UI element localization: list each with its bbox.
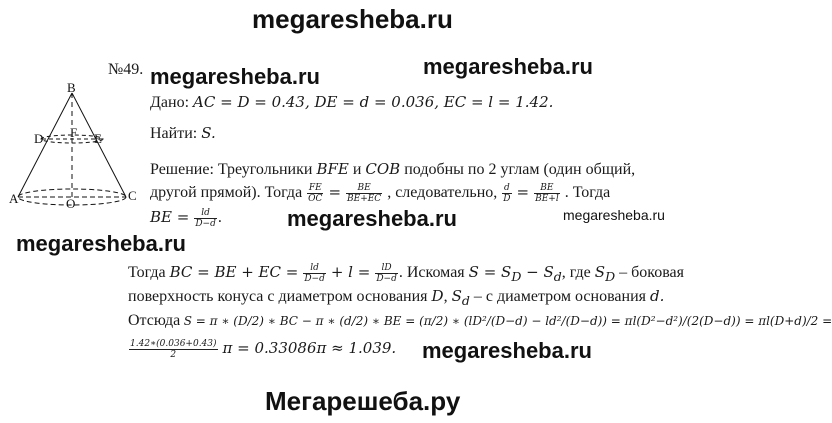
- fraction-fe-oc: $\frac{FE}{OC}$: [308, 182, 323, 204]
- find-label: Найти:: [150, 125, 198, 142]
- similarity-text: подобны по 2 углам (один общий,: [404, 161, 636, 178]
- solution-line-6: [128, 311, 832, 332]
- calc-result: π = 0.33086π ≈ 1.039.: [222, 339, 397, 357]
- where-text: , где: [561, 264, 591, 281]
- watermark-center-mid: megaresheba.ru: [287, 206, 457, 231]
- triangle-cob: COB: [365, 160, 401, 178]
- label-D: D: [34, 131, 44, 146]
- label-B: B: [67, 80, 76, 95]
- be-equation: BE =: [150, 208, 190, 226]
- fraction-d-D: $\frac{d}{D}$: [503, 182, 511, 204]
- final-formula: S = π ∗ (D/2) ∗ BC − π ∗ (d/2) ∗ BE = (π/2) ∗ (lD²/(D−d) − ld²/(D−d)) = πl(D²−d²)/(2(D−d)) = πl(D+d)/2 =: [183, 314, 832, 328]
- fraction-be-bel: $\frac{BE}{BE+l}$: [535, 182, 559, 204]
- equals-sign-2: =: [516, 183, 530, 201]
- solution-line-5: [128, 286, 664, 311]
- watermark-mid-left: megaresheba.ru: [150, 64, 320, 89]
- solution-line-1: [150, 159, 635, 180]
- fraction-ld-Dd-2: $\frac{ld}{D-d}$: [304, 262, 325, 284]
- solution-line-2: [150, 182, 610, 204]
- bc-equation: BC = BE + EC =: [169, 263, 299, 281]
- fraction-ld-Dd: $\frac{ld}{D-d}$: [195, 207, 216, 229]
- given-values: AC = D = 0.43, DE = d = 0.036, EC = l = 1.42.: [193, 93, 554, 111]
- solution-line-4: [128, 262, 684, 287]
- problem-number: №49.: [108, 61, 144, 78]
- surface-text: поверхность конуса с диаметром основания: [128, 288, 428, 305]
- cone-figure: [6, 80, 146, 210]
- surface-D: D: [431, 287, 444, 305]
- watermark-left-lower: megaresheba.ru: [16, 231, 186, 256]
- s-D-symbol: $S_D$: [594, 263, 616, 284]
- fraction-lD-Dd: $\frac{lD}{D-d}$: [376, 262, 397, 284]
- comma: ,: [443, 288, 448, 305]
- plus-l: + l =: [330, 263, 371, 281]
- given-line: [150, 92, 553, 113]
- fraction-be-bec: $\frac{BE}{BE+EC}$: [347, 182, 382, 204]
- period: .: [217, 209, 222, 226]
- watermark-small-right: megaresheba.ru: [563, 207, 665, 223]
- label-O: O: [66, 196, 76, 211]
- solution-line-7: [128, 338, 396, 360]
- watermark-bottom: Мегарешеба.ру: [265, 386, 461, 416]
- find-line: [150, 123, 216, 144]
- consequently-text: , следовательно,: [387, 184, 498, 201]
- solution-line-3: [150, 207, 222, 229]
- triangle-bfe: BFE: [316, 160, 349, 178]
- find-value: S.: [201, 124, 216, 142]
- side-text: – боковая: [619, 264, 684, 281]
- label-A: A: [9, 191, 19, 206]
- with-diameter-text: – с диаметром основания: [473, 288, 646, 305]
- label-F: F: [70, 125, 78, 140]
- fraction-calc: $\frac{1.42∗(0.036+0.43)}{2}$: [130, 338, 217, 360]
- label-E: E: [94, 131, 102, 146]
- hence-text: Отсюда: [128, 312, 181, 329]
- given-label: Дано:: [150, 94, 190, 111]
- s-equation: $S = S_D - S_d$: [468, 263, 562, 284]
- watermark-bottom-right: megaresheba.ru: [422, 338, 592, 363]
- watermark-mid-right: megaresheba.ru: [423, 54, 593, 79]
- label-C: C: [128, 188, 137, 203]
- solution-then: другой прямой). Тогда: [150, 184, 303, 201]
- then2-text: Тогда: [128, 264, 166, 281]
- and-word: и: [352, 161, 362, 178]
- d-end: d.: [650, 287, 665, 305]
- solution-intro: Решение: Треугольники: [150, 161, 313, 178]
- cone-side-left: [18, 93, 72, 197]
- seek-text: . Искомая: [398, 264, 465, 281]
- then-text: . Тогда: [564, 184, 611, 201]
- s-d-symbol: $S_d$: [451, 287, 470, 308]
- equals-sign: =: [328, 183, 342, 201]
- watermark-top: megaresheba.ru: [252, 4, 453, 34]
